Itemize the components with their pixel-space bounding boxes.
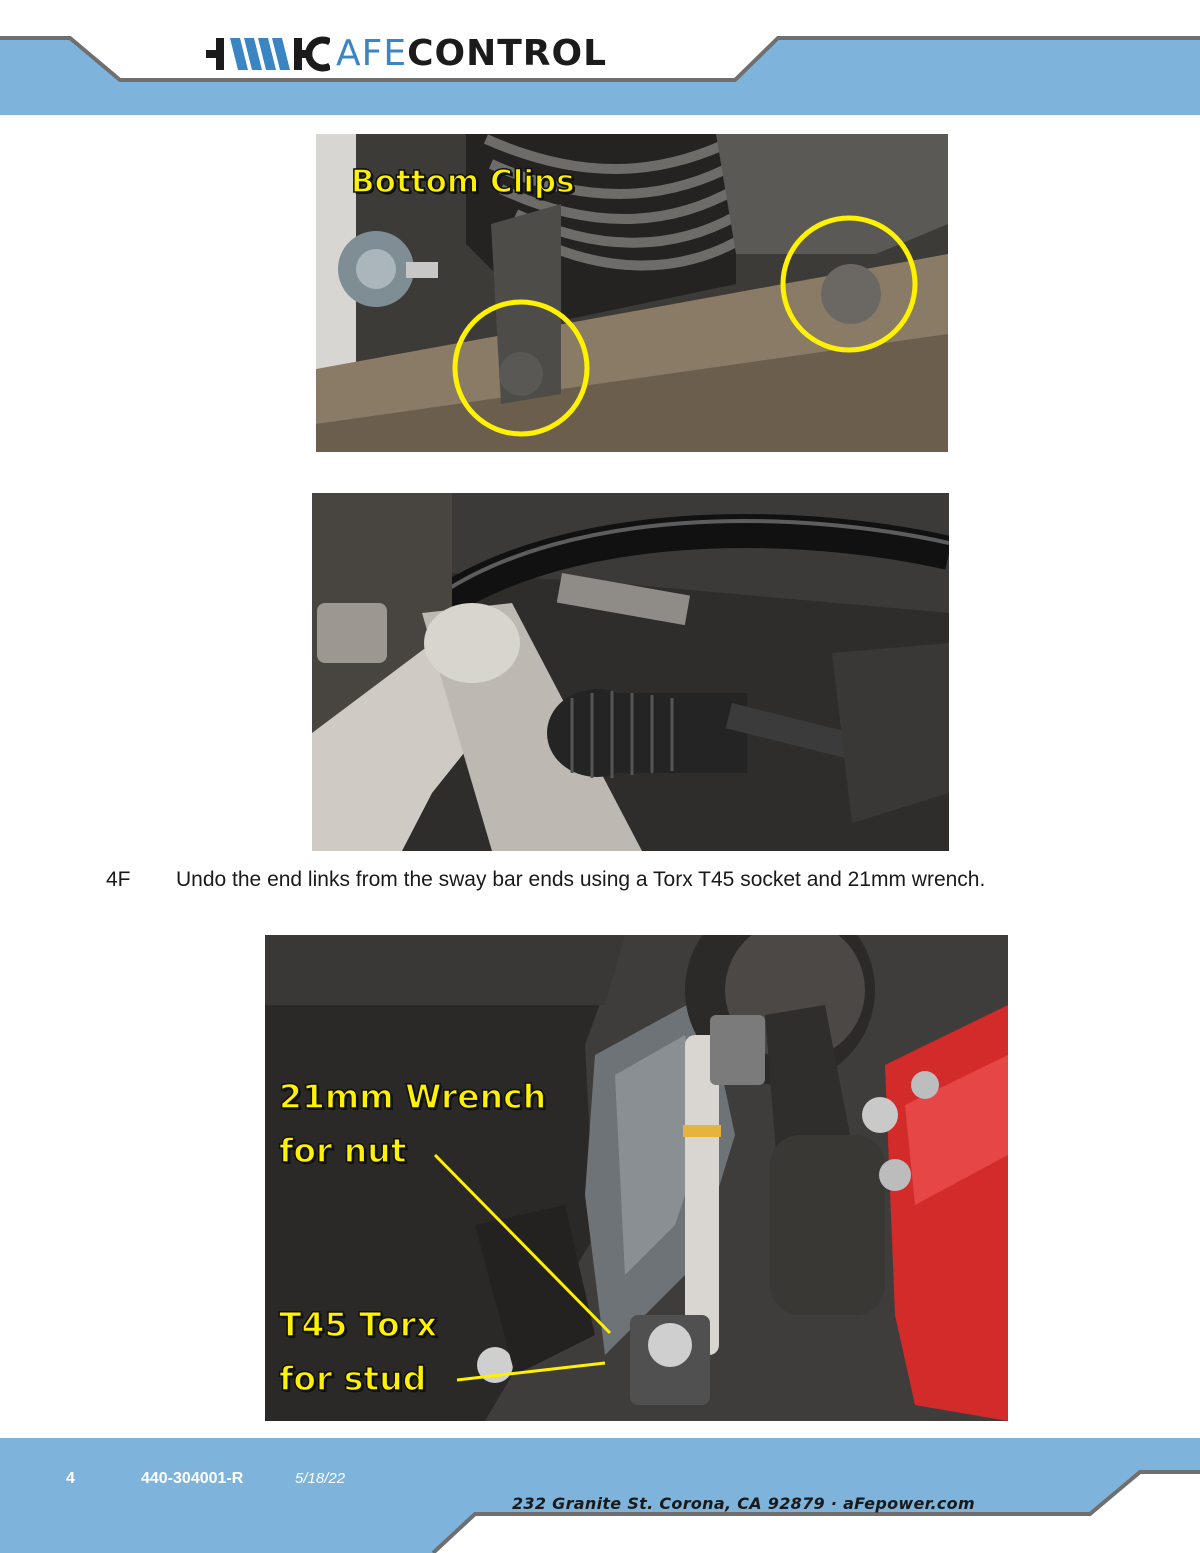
step-instruction: Undo the end links from the sway bar ends using a Torx T45 socket and 21mm wrench. <box>176 868 986 891</box>
callout-for-nut: for nut <box>279 1131 407 1170</box>
brand-afe-text: AFE <box>336 33 408 74</box>
photo-bottom-clips <box>316 134 948 452</box>
step-number: 4F <box>106 868 131 891</box>
photo-end-link <box>265 935 1008 1421</box>
document-number: 440-304001-R <box>141 1470 244 1487</box>
page-number: 4 <box>66 1470 75 1487</box>
brand-control-text: CONTROL <box>407 33 608 74</box>
callout-for-stud: for stud <box>279 1359 427 1398</box>
callout-bottom-clips: Bottom Clips <box>351 164 575 200</box>
brand-logo <box>206 34 607 74</box>
afe-control-logo-icon <box>206 34 330 74</box>
company-address: 232 Granite St. Corona, CA 92879 · aFepower.com <box>512 1494 975 1513</box>
callout-t45-torx: T45 Torx <box>279 1305 438 1344</box>
photo-tie-rod-area <box>312 493 949 851</box>
document-date: 5/18/22 <box>295 1470 346 1487</box>
callout-21mm-wrench: 21mm Wrench <box>279 1077 547 1116</box>
